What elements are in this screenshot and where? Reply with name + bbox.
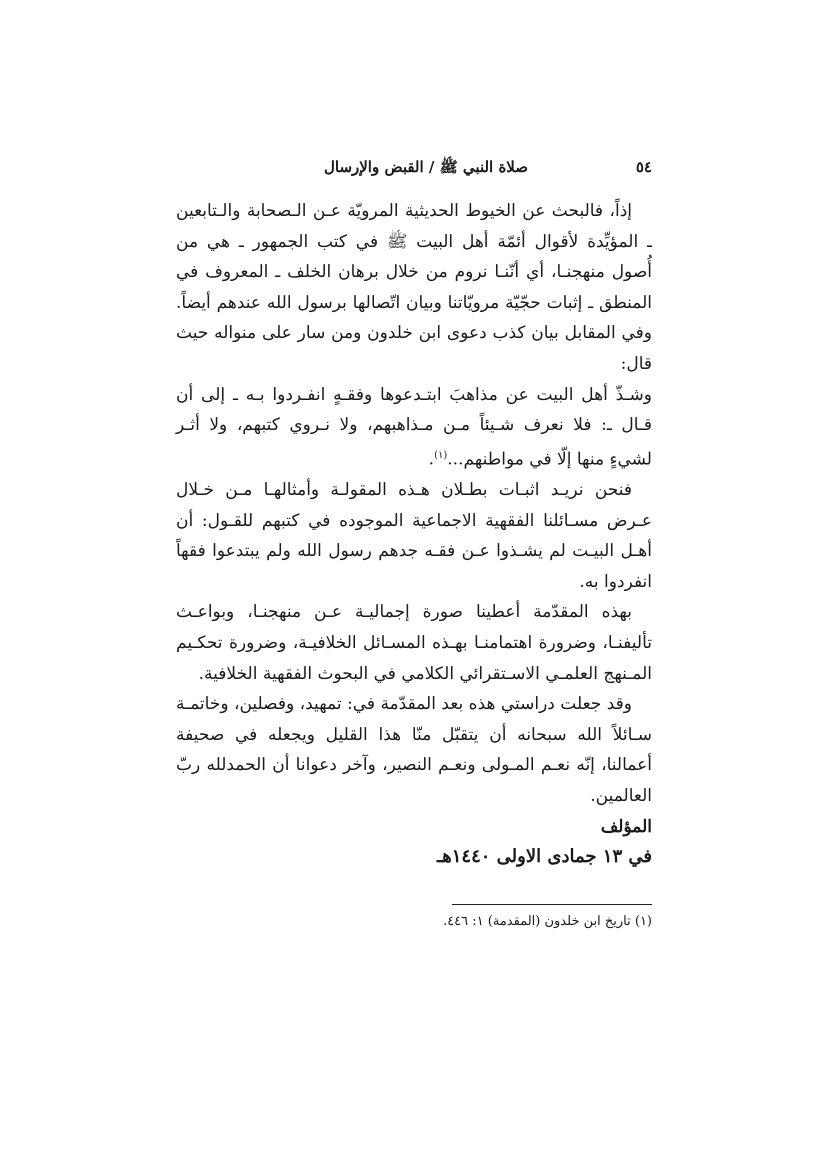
header-title: صلاة النبي ﷺ / القبض والإرسال [323,158,528,176]
footnote-ref[interactable]: (١) [434,449,448,461]
running-header [176,154,652,182]
footnote: (١) تاريخ ابن خلدون (المقدمة) ١: ٤٤٦. [443,914,652,929]
signature-date: في ١٣ جمادى الاولى ١٤٤٠هـ [436,846,652,868]
footnote-separator [452,904,652,905]
block-quote [176,380,652,475]
page-number: ٥٤ [635,158,652,176]
author-signature: المؤلف [600,816,652,837]
paragraph-4: وقد جعلت دراستي هذه بعد المقدّمة في: تمهيد، وفصلين، وخاتمـة سـائلاً الله سبحانه أن يتقبّل منّا هذا القليل ويجعله في صحيفة أعمالنا، إنّه نعـم المـولى ونعـم النصير، وآخر دعوانا أن الحمدلله ربّ العالمين. [176,694,652,806]
paragraph-1: إذاً، فالبحث عن الخيوط الحديثية المرويّة عـن الـصحابة والـتابعين ـ المؤيِّدة لأقوال أئمّة أهل البيت ﷺ في كتب الجمهور ـ هي من أُصول منهجنـا، أي أنّنـا نروم من خلال برهان الخلف ـ المعروف في المنطق ـ إثبات حجّيّة مرويّاتنا وبيان اتّصالها برسول الله عندهم أيضاً. وفي المقابل بيان كذب دعوى ابن خلدون ومن سار على منواله حيث قال: [176,201,652,374]
body-text [176,196,652,873]
paragraph-2: فنحن نريـد اثبـات بطـلان هـذه المقولـة وأمثالهـا مـن خـلال عـرض مسـائلنا الفقهية الاجماعية الموجوده في كتبهم للقـول: أن أهـل البيـت لم يشـذوا عـن فقـه جدهم رسول الله ولم يبتدعوا فقهاً انفردوا به. [176,480,652,592]
quote-text: وشـذّ أهل البيت عن مذاهبَ ابتـدعوها وفقـهٍ انفـردوا بـه ـ إلى أن قـال ـ: فلا نعرف شـيئاً مـن مـذاهبهم، ولا نـروي كتبهم، ولا أثـر لشيءٍ منها إلّا في مواطنهم... [176,384,652,470]
quote-end: . [428,449,435,470]
paragraph-3: بهذه المقدّمة أعطينا صورة إجماليـة عـن منهجنـا، وبواعـث تأليفنـا، وضرورة اهتمامنـا بهـذه المسـائل الخلافيـة، وضرورة تحكـيم المـنهج العلمـي الاسـتقرائي الكلامي في البحوث الفقهية الخلافية. [176,602,652,684]
